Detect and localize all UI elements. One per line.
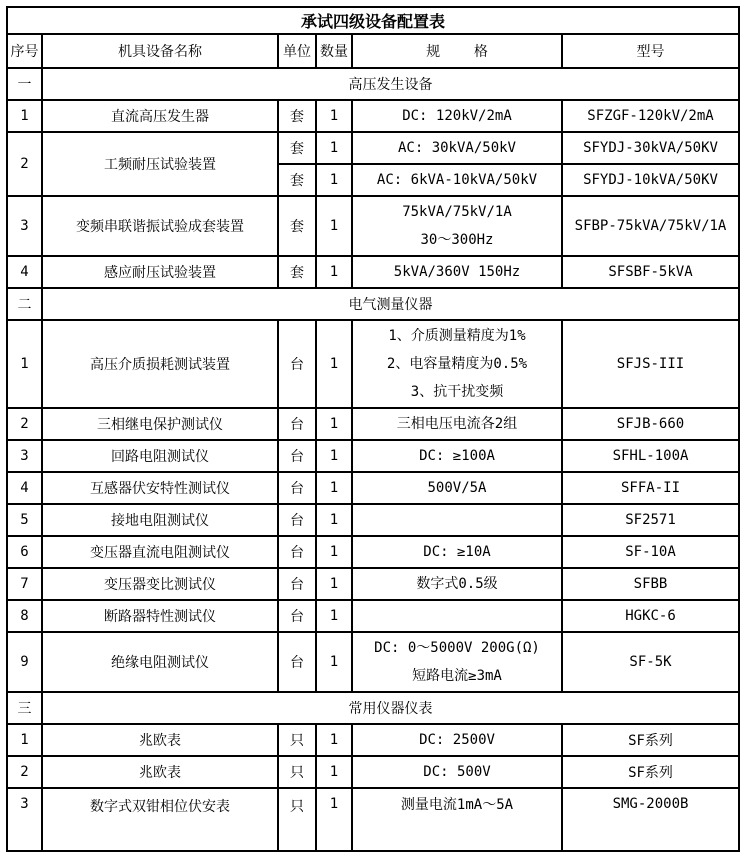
cell-no: 8 [7, 600, 42, 632]
cell-model: SFBB [562, 568, 739, 600]
table-title: 承试四级设备配置表 [7, 7, 739, 34]
cell-qty: 1 [316, 756, 352, 788]
section-name: 高压发生设备 [42, 68, 739, 100]
item-row [7, 600, 739, 632]
cell-spec [352, 320, 562, 408]
cell-spec [352, 472, 562, 504]
cell-model: SF-10A [562, 536, 739, 568]
spec-line: 测量电流1mA～5A [400, 797, 514, 813]
spec-line: AC: 30kVA/50kV [397, 140, 516, 156]
section-name: 电气测量仪器 [42, 288, 739, 320]
spec-line: 500V/5A [427, 480, 487, 496]
spec-line: 30～300Hz [420, 232, 494, 248]
spec-line: DC: 0～5000V 200G(Ω) [374, 640, 540, 656]
item-row [7, 196, 739, 256]
cell-qty: 1 [316, 504, 352, 536]
spec-line: DC: 120kV/2mA [402, 108, 512, 124]
cell-unit: 台 [278, 472, 316, 504]
spec-line: 短路电流≥3mA [412, 668, 502, 684]
cell-model: SFYDJ-10kVA/50KV [562, 164, 739, 196]
cell-model: SFFA-II [562, 472, 739, 504]
cell-qty: 1 [316, 632, 352, 692]
cell-qty: 1 [316, 440, 352, 472]
cell-name: 数字式双钳相位伏安表 [42, 788, 278, 851]
cell-qty: 1 [316, 472, 352, 504]
spec-line: 三相电压电流各2组 [396, 416, 518, 432]
cell-model: SFZGF-120kV/2mA [562, 100, 739, 132]
cell-spec [352, 164, 562, 196]
cell-qty: 1 [316, 196, 352, 256]
section-name: 常用仪器仪表 [42, 692, 739, 724]
cell-qty: 1 [316, 788, 352, 851]
cell-spec [352, 756, 562, 788]
cell-qty: 1 [316, 132, 352, 164]
col-header-qty: 数量 [316, 34, 352, 68]
cell-name: 兆欧表 [42, 756, 278, 788]
item-row [7, 632, 739, 692]
cell-spec [352, 100, 562, 132]
cell-model: SFBP-75kVA/75kV/1A [562, 196, 739, 256]
cell-spec [352, 132, 562, 164]
cell-name: 高压介质损耗测试装置 [42, 320, 278, 408]
spec-line: DC: 500V [423, 764, 491, 780]
col-header-spec: 规 格 [352, 34, 562, 68]
cell-model: SF系列 [562, 756, 739, 788]
item-row [7, 788, 739, 851]
cell-unit: 套 [278, 256, 316, 288]
section-label: 一 [7, 68, 42, 100]
cell-spec [352, 408, 562, 440]
cell-name: 变压器变比测试仪 [42, 568, 278, 600]
cell-model: SF2571 [562, 504, 739, 536]
col-header-name: 机具设备名称 [42, 34, 278, 68]
cell-unit: 只 [278, 756, 316, 788]
cell-qty: 1 [316, 320, 352, 408]
cell-qty: 1 [316, 100, 352, 132]
equipment-config-table [6, 6, 740, 852]
cell-unit: 台 [278, 440, 316, 472]
cell-unit: 台 [278, 632, 316, 692]
cell-no: 3 [7, 788, 42, 851]
spec-line: 1、介质测量精度为1% [388, 328, 526, 344]
col-header-model: 型号 [562, 34, 739, 68]
cell-qty: 1 [316, 536, 352, 568]
cell-no: 3 [7, 196, 42, 256]
cell-unit: 套 [278, 196, 316, 256]
cell-spec [352, 724, 562, 756]
table-title-row [7, 7, 739, 34]
item-row [7, 724, 739, 756]
cell-spec [352, 600, 562, 632]
spec-line: 数字式0.5级 [416, 576, 498, 592]
item-row [7, 536, 739, 568]
cell-spec [352, 632, 562, 692]
item-row [7, 472, 739, 504]
cell-no: 7 [7, 568, 42, 600]
cell-spec [352, 440, 562, 472]
cell-spec [352, 256, 562, 288]
cell-model: HGKC-6 [562, 600, 739, 632]
cell-unit: 台 [278, 568, 316, 600]
cell-qty: 1 [316, 724, 352, 756]
cell-qty: 1 [316, 256, 352, 288]
cell-no: 1 [7, 724, 42, 756]
cell-name: 工频耐压试验装置 [42, 132, 278, 196]
cell-unit: 套 [278, 100, 316, 132]
cell-model: SFYDJ-30kVA/50KV [562, 132, 739, 164]
spec-line: 75kVA/75kV/1A [402, 204, 512, 220]
item-row [7, 756, 739, 788]
cell-qty: 1 [316, 568, 352, 600]
cell-unit: 台 [278, 536, 316, 568]
cell-no: 4 [7, 256, 42, 288]
cell-no: 4 [7, 472, 42, 504]
cell-model: SF系列 [562, 724, 739, 756]
cell-name: 互感器伏安特性测试仪 [42, 472, 278, 504]
table-body [7, 68, 739, 851]
cell-name: 接地电阻测试仪 [42, 504, 278, 536]
item-row [7, 100, 739, 132]
cell-unit: 只 [278, 724, 316, 756]
cell-no: 6 [7, 536, 42, 568]
cell-qty: 1 [316, 408, 352, 440]
cell-model: SF-5K [562, 632, 739, 692]
section-label: 三 [7, 692, 42, 724]
item-row [7, 408, 739, 440]
cell-model: SFJB-660 [562, 408, 739, 440]
cell-name: 回路电阻测试仪 [42, 440, 278, 472]
cell-spec [352, 196, 562, 256]
cell-no: 2 [7, 756, 42, 788]
cell-unit: 台 [278, 320, 316, 408]
spec-line: DC: 2500V [419, 732, 495, 748]
spec-line: DC: ≥100A [419, 448, 495, 464]
cell-spec [352, 788, 562, 851]
cell-model: SFSBF-5kVA [562, 256, 739, 288]
cell-model: SFHL-100A [562, 440, 739, 472]
cell-unit: 台 [278, 408, 316, 440]
cell-qty: 1 [316, 600, 352, 632]
cell-no: 2 [7, 132, 42, 196]
cell-name: 直流高压发生器 [42, 100, 278, 132]
cell-no: 5 [7, 504, 42, 536]
cell-no: 1 [7, 100, 42, 132]
section-row [7, 68, 739, 100]
cell-unit: 套 [278, 132, 316, 164]
item-row [7, 440, 739, 472]
cell-unit: 套 [278, 164, 316, 196]
spec-line: 5kVA/360V 150Hz [393, 264, 521, 280]
cell-unit: 只 [278, 788, 316, 851]
cell-qty: 1 [316, 164, 352, 196]
item-row [7, 504, 739, 536]
cell-unit: 台 [278, 600, 316, 632]
cell-name: 绝缘电阻测试仪 [42, 632, 278, 692]
table-header-row [7, 34, 739, 68]
section-row [7, 692, 739, 724]
cell-name: 变压器直流电阻测试仪 [42, 536, 278, 568]
item-row [7, 320, 739, 408]
cell-spec [352, 536, 562, 568]
item-row [7, 256, 739, 288]
cell-model: SMG-2000B [562, 788, 739, 851]
cell-spec [352, 568, 562, 600]
cell-name: 感应耐压试验装置 [42, 256, 278, 288]
spec-line: 3、抗干扰变频 [410, 384, 504, 400]
section-label: 二 [7, 288, 42, 320]
spec-line: DC: ≥10A [423, 544, 491, 560]
col-header-unit: 单位 [278, 34, 316, 68]
spec-line: 2、电容量精度为0.5% [386, 356, 528, 372]
spec-line: AC: 6kVA-10kVA/50kV [376, 172, 538, 188]
cell-name: 变频串联谐振试验成套装置 [42, 196, 278, 256]
cell-no: 2 [7, 408, 42, 440]
cell-no: 9 [7, 632, 42, 692]
cell-name: 兆欧表 [42, 724, 278, 756]
section-row [7, 288, 739, 320]
item-row [7, 568, 739, 600]
col-header-no: 序号 [7, 34, 42, 68]
item-row [7, 132, 739, 164]
cell-no: 3 [7, 440, 42, 472]
cell-name: 断路器特性测试仪 [42, 600, 278, 632]
cell-name: 三相继电保护测试仪 [42, 408, 278, 440]
cell-spec [352, 504, 562, 536]
cell-no: 1 [7, 320, 42, 408]
cell-unit: 台 [278, 504, 316, 536]
cell-model: SFJS-III [562, 320, 739, 408]
